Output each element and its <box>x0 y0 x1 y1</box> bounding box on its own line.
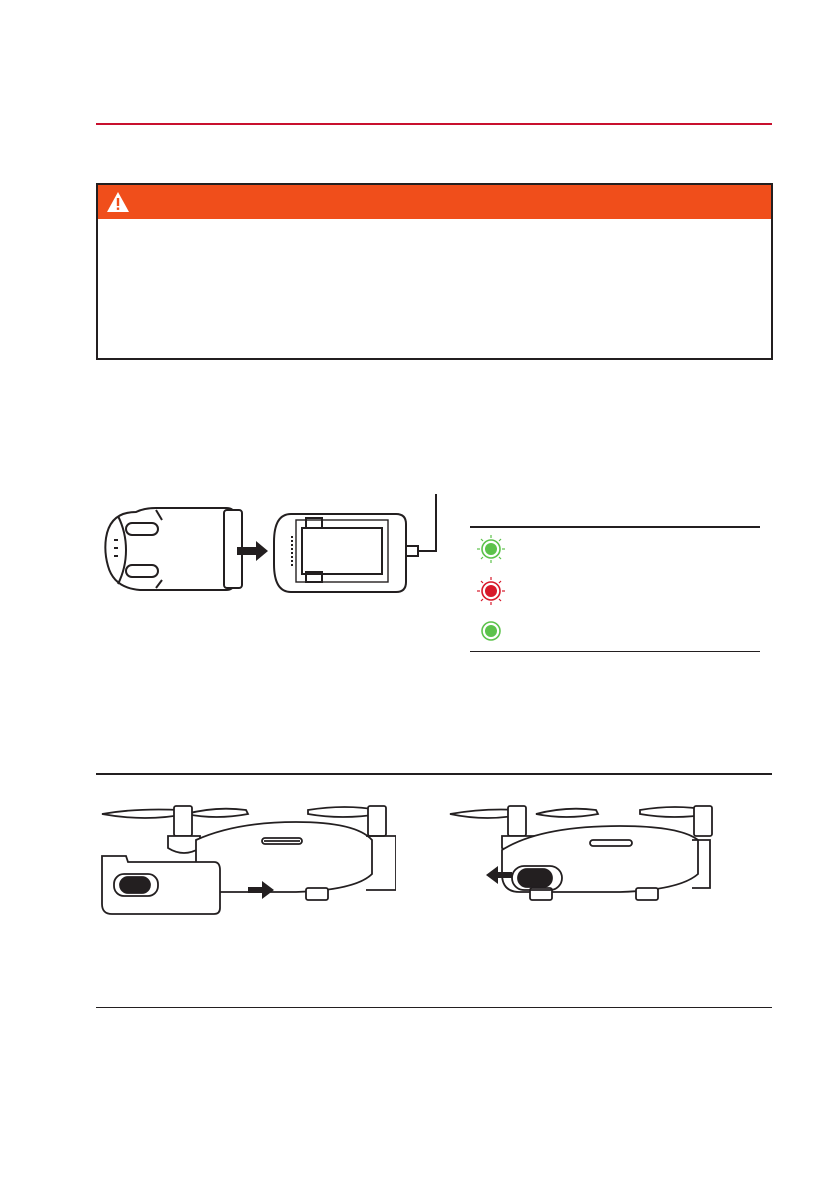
led-blinking-green-icon <box>476 534 506 564</box>
led-blinking-red-icon <box>476 576 506 606</box>
table-top-rule <box>470 526 760 528</box>
led-status-table <box>470 526 760 652</box>
warning-header <box>98 185 771 219</box>
charging-hub <box>274 494 436 592</box>
table-bottom-rule <box>470 651 760 652</box>
section-bottom-rule <box>96 1007 772 1008</box>
battery-insert-into-drone-illustration <box>96 800 396 920</box>
led-solid-green-icon <box>476 616 506 646</box>
warning-box <box>96 183 773 360</box>
section-top-rule <box>96 123 772 125</box>
section-divider-rule <box>96 773 772 775</box>
battery-pack <box>105 508 242 590</box>
warning-triangle-icon <box>106 191 130 213</box>
battery-remove-from-drone-illustration <box>440 800 740 910</box>
battery-into-charger-illustration <box>96 492 441 600</box>
